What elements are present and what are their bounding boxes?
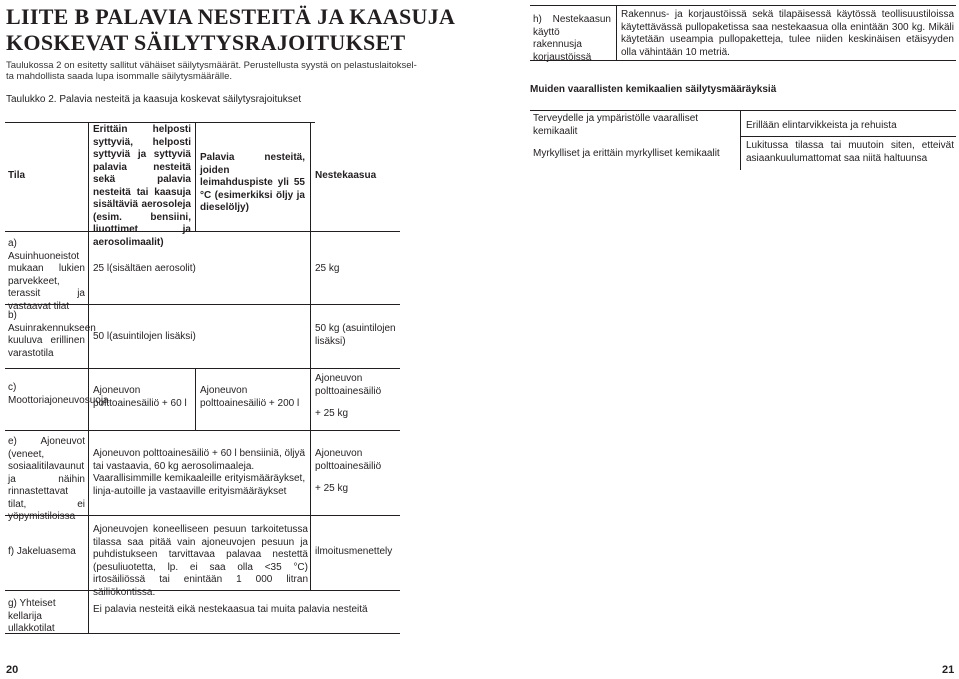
table-column-divider	[195, 368, 196, 430]
row-e-gas-line2: + 25 kg	[315, 483, 349, 494]
page-number-left: 20	[6, 664, 19, 676]
row-f-limit: Ajoneuvojen koneelliseen pesuun tarkoitetussa tilassa saa pitää vain ajoneuvojen pesuun ja puhdistukseen tarvittavaa palavaa nestettä (pesuliuotetta, lp. ei saa olla <35 °C) irtosäiliössä tai enintään 1 000 litran säiliökontissa.	[93, 524, 308, 598]
table-rule	[5, 368, 400, 369]
table-column-divider	[616, 5, 617, 60]
table-rule	[740, 136, 956, 137]
row-c-tila: c) Moottoriajoneuvosuoja	[8, 382, 109, 406]
table-rule	[530, 110, 956, 111]
row-h-label: h) Nestekaasun käyttö rakennusja korjaustöissä	[533, 14, 611, 63]
row-e-gas-line1: Ajoneuvon polttoainesäiliö	[315, 448, 382, 472]
table-rule	[5, 231, 400, 232]
intro-line2: ta mahdollista saada lupa isommalle säilytysmäärälle.	[6, 71, 232, 82]
row-h-text: Rakennus- ja korjaustöissä sekä tilapäisessä käytössä teollisuustiloissa käytettävässä pullopaketissa saa nestekaasua olla enintään 300 kg. Mikäli käytetään useampia pullopaketteja, tulee niiden keskinäisen etäisyyden olla vähintään 10 metriä.	[621, 9, 954, 58]
header-flammable-liquids: Erittäin helposti syttyviä, helposti syttyviä ja syttyviä palavia nesteitä sekä palavia nesteitä tai kaasuja sisältäviä aerosoleja (esim. bensiini, liuottimet ja aerosolimaalit)	[93, 124, 191, 248]
section-title: Muiden vaarallisten kemikaalien säilytysmääräyksiä	[530, 84, 777, 95]
row-a-limit: 25 l(sisältäen aerosolit)	[93, 263, 196, 274]
row-e-tila: e) Ajoneuvot (veneet, sosiaalitilavaunut ja näihin rinnastettavat tilat, ei yöpymistiloissa	[8, 436, 85, 522]
row-b-limit: 50 l(asuintilojen lisäksi)	[93, 331, 196, 342]
table-column-divider	[310, 122, 311, 590]
page-title-line1: LIITE B PALAVIA NESTEITÄ JA KAASUJA	[6, 4, 456, 29]
table-caption: Taulukko 2. Palavia nesteitä ja kaasuja koskevat säilytysrajoitukset	[6, 94, 302, 105]
page-title-line2: KOSKEVAT SÄILYTYSRAJOITUKSET	[6, 30, 406, 55]
table-column-divider	[88, 122, 89, 633]
row-c-combustible: Ajoneuvon polttoainesäiliö + 200 l	[200, 385, 300, 409]
table-column-divider	[195, 122, 196, 231]
intro-paragraph	[6, 60, 461, 82]
row-c-gas-line2: + 25 kg	[315, 408, 349, 419]
chem-row-2-text: Lukitussa tilassa tai muutoin siten, etteivät asiaankuulumattomat saa niitä haltuunsa	[746, 140, 954, 164]
row-c-gas-line1: Ajoneuvon polttoainesäiliö	[315, 373, 382, 397]
header-combustible-liquids: Palavia nesteitä, joiden leimahduspiste yli 55 °C (esimerkiksi öljy ja dieselöljy)	[200, 152, 305, 213]
row-a-gas: 25 kg	[315, 263, 340, 274]
table-rule	[5, 430, 400, 431]
intro-line1: Taulukossa 2 on esitetty sallitut vähäiset säilytysmäärät. Perustellusta syystä on pelastuslaitoksel-	[6, 60, 417, 71]
row-c-flammable: Ajoneuvon polttoainesäiliö + 60 l	[93, 385, 187, 409]
header-nestekaasu: Nestekaasua	[315, 170, 377, 181]
row-e-limit: Ajoneuvon polttoainesäiliö + 60 l bensiiniä, öljyä tai vastaavia, 60 kg aerosolimaaleja. Vaarallisimmille kemikaaleille erityismääräykset, linja-autoille ja vastaaville erityismääräykset	[93, 448, 306, 497]
row-g-tila: g) Yhteiset kellarija ullakkotilat	[8, 598, 56, 634]
page-title	[6, 4, 476, 56]
row-g-limit: Ei palavia nesteitä eikä nestekaasua tai muita palavia nesteitä	[93, 604, 368, 615]
table-rule	[5, 122, 315, 123]
row-b-gas: 50 kg (asuintilojen lisäksi)	[315, 323, 396, 347]
table-column-divider	[740, 110, 741, 170]
header-tila: Tila	[8, 170, 26, 181]
page-number-right: 21	[942, 664, 955, 676]
row-a-tila: a) Asuinhuoneistot mukaan lukien parvekkeet, terassit ja vastaavat tilat	[8, 238, 85, 312]
chem-row-1-text: Erillään elintarvikkeista ja rehuista	[746, 120, 897, 131]
chem-row-2-label: Myrkylliset ja erittäin myrkylliset kemikaalit	[533, 148, 720, 159]
row-f-gas: ilmoitusmenettely	[315, 546, 393, 557]
row-f-tila: f) Jakeluasema	[8, 546, 76, 557]
row-e-gas	[315, 448, 403, 496]
table-rule	[530, 5, 956, 6]
row-c-gas	[315, 373, 403, 421]
chem-row-1-label: Terveydelle ja ympäristölle vaaralliset kemikaalit	[533, 113, 699, 137]
row-b-tila: b) Asuinrakennukseen kuuluva erillinen varastotila	[8, 310, 96, 359]
